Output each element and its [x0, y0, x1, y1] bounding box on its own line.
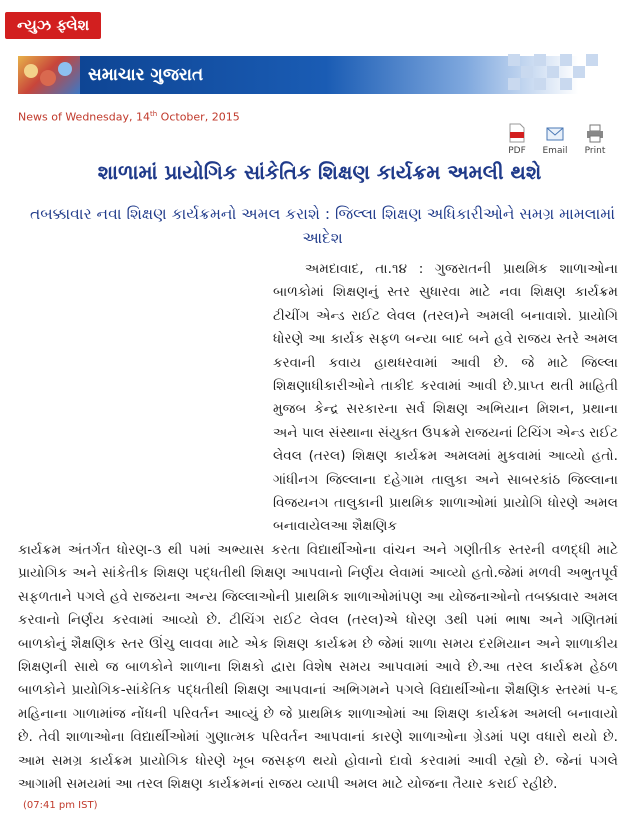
banner-title: સમાચાર ગુજરાત — [88, 65, 204, 85]
news-date-suffix: October, 2015 — [157, 110, 240, 124]
email-label: Email — [542, 146, 568, 156]
email-icon — [546, 123, 564, 143]
news-date-prefix: News of Wednesday, 14 — [18, 110, 150, 124]
pdf-icon — [508, 123, 526, 143]
news-flash-label[interactable]: ન્યુઝ ફ્લેશ — [5, 12, 101, 39]
article-main-paragraph: કાર્યક્રમ અંતર્ગત ધોરણ-૩ થી ૫માં અભ્યાસ કરતા વિદ્યાર્થીઓના વાંચન અને ગણીતીક સ્તરની વળદ્ધી માટે પ્રાયોગિક અને સાંકેતીક શિક્ષણ પદ્ધતીથી શિક્ષણ આપવાનો નિર્ણય લેવામાં આવ્યો હતો.જેમાં મળવી અભુતપૂર્વ સફળતાને પગલે હવે રાજયના અન્ય જિલ્લાઓની પ્રાથમિક શાળાઓમાંપણ આ યોજનાઓનો તબક્કાવાર અમલ કરવાનો નિર્ણય કરવામાં આવ્યો છે. ટીચિંગ રાઈટ લેવલ (તરલ)એ ધોરણ ૩થી ૫માં ભાષા અને ગણિતમાં બાળકોનું શૈક્ષણિક સ્તર ઊંચુ લાવવા માટે એક શિક્ષણ કાર્યક્રમ છે જેમાં શાળા સમય દરમિયાન અને શાળાકીય શિક્ષણની સાથે જ બાળકોને શાળાના શિક્ષકો દ્વારા વિશેષ સમય આપવામાં આવે છે.આ તરલ કાર્યક્રમ હેઠળ બાળકોને પ્રાયોગિક-સાંકેતિક પદ્ધતીથી શિક્ષણ આપવાનાં અભિગમને પગલે વિદ્યાર્થીઓના શૈક્ષણિક સ્તરમાં ૫-૬ મહિનાના ગાળામાંજ નોંધની પરિવર્તન આવ્યું છે જે પ્રાથમિક શાળાઓમાં આ શિક્ષણ કાર્યક્રમ અમલી બનાવાયો છે. તેવી શાળાઓના વિદ્યાર્થીઓમાં ગુણાત્મક પરિવર્તન આપવાનાં કારણે શાળાઓના ગ્રેડમાં પણ વધારો થયો છે. આમ સમગ્ર કાર્યક્રમ પ્રાયોગિક ધોરણે ખૂબ જસફળ થયો હોવાનો દાવો કરવામાં આવી રહ્યો છે. જેનાં પગલે આગામી સમયમાં આ તરલ શિક્ષણ કાર્યક્રમનાં રાજય વ્યાપી અમલ માટે યોજના તૈયાર કરાઈ રહીછે. — [18, 541, 618, 792]
article-body — [18, 258, 618, 796]
article-intro-paragraph: અમદાવાદ, તા.૧૪ : ગુજરાતની પ્રાથમિક શાળાઓના બાળકોમાં શિક્ષણનું સ્તર સુધારવા માટે નવા શિક્ષણ કાર્યક્રમ ટીચીંગ એન્ડ રાઈટ લેવલ (તરલ)ને અમલી બનાવાશે. પ્રાયોગિ ધોરણે આ કાર્યક સફળ બન્યા બાદ બને હવે રાજય સ્તરે અમલ કરવાની કવાય હાથધરવામાં આવી છે. જે માટે જિલ્લા શિક્ષણાધીકારીઓને તાકીદ કરવામાં આવી છે.પ્રાપ્ત થતી માહિતી મુજબ કેન્દ્ર સરકારના સર્વ શિક્ષણ અભિયાન મિશન, પ્રથાના અને પાલ સંસ્થાના સંયુક્ત ઉપક્રમે રાજયનાં ટિચિંગ એન્ડ રાઈટ લેવલ (તરલ) શિક્ષણ કાર્યક્રમ અમલમાં મુકવામાં આવ્યો હતો. ગાંધીનગ જિલ્લાના દહેગામ તાલુકા અને સાબરકાંઠ જિલ્લાના વિજયનગ તાલુકાની પ્રાથમિક શાળાઓમાં પ્રાયોગિ ધોરણે અમલ બનાવાયેલઆ શૈક્ષણિક — [273, 261, 618, 535]
pdf-button[interactable] — [497, 123, 537, 156]
pdf-label: PDF — [508, 146, 526, 156]
email-button[interactable] — [535, 123, 575, 156]
samachar-gujarat-banner[interactable] — [18, 56, 578, 94]
article-headline: શાળામાં પ્રાયોગિક સાંકેતિક શિક્ષણ કાર્યક્રમ અમલી થશે — [97, 160, 542, 184]
decorative-tiles — [500, 50, 610, 90]
article-subheadline: તબક્કાવાર નવા શિક્ષણ કાર્યક્રમનો અમલ કરાશે : જિલ્લા શિક્ષણ અધિકારીઓને સમગ્ર મામલામાં આદેશ — [29, 205, 616, 247]
printer-icon — [586, 123, 604, 143]
news-date-sup: th — [150, 110, 158, 118]
print-button[interactable] — [575, 123, 615, 156]
article-tools — [497, 123, 617, 163]
news-date — [18, 110, 240, 124]
article-time: (07:41 pm IST) — [23, 800, 98, 811]
banner-logo-image — [18, 56, 80, 94]
print-label: Print — [584, 146, 606, 156]
